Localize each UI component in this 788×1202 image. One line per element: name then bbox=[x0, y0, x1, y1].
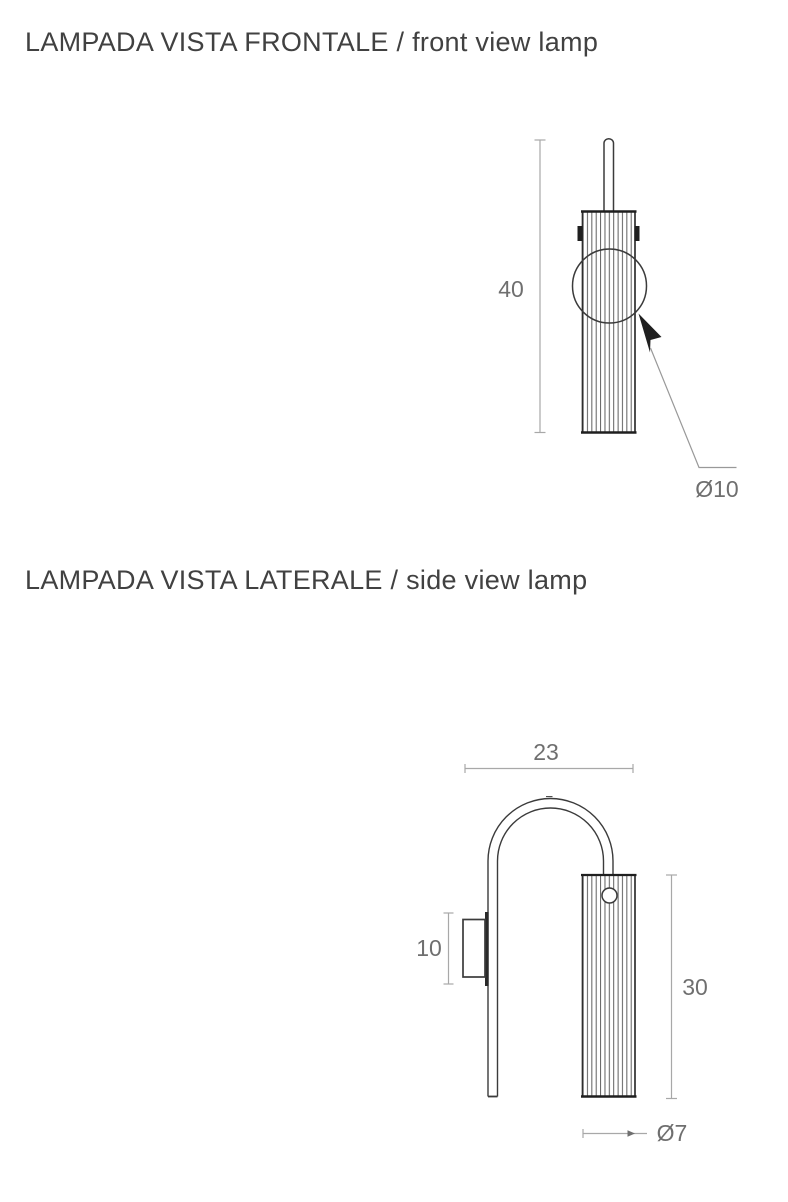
side-view-drawing bbox=[416, 739, 708, 1146]
pivot-tab-left bbox=[578, 226, 583, 241]
side-projection-dimension-label: 23 bbox=[533, 739, 559, 765]
front-height-dimension-label: 40 bbox=[498, 276, 524, 302]
lamp-body-side bbox=[581, 875, 637, 1097]
lamp-body-front bbox=[581, 212, 637, 433]
mount-height-dimension-line bbox=[444, 913, 454, 984]
body-height-dimension-line bbox=[666, 875, 677, 1099]
body-height-dimension-label: 30 bbox=[682, 974, 708, 1000]
side-projection-dimension-line bbox=[465, 764, 633, 773]
side-view-title: LAMPADA VISTA LATERALE / side view lamp bbox=[25, 565, 588, 595]
leader-arrowhead-icon bbox=[639, 314, 662, 353]
sphere-diameter-label: Ø10 bbox=[695, 476, 739, 502]
lamp-stem bbox=[604, 139, 614, 211]
body-diameter-dimension-line bbox=[583, 1129, 647, 1138]
mount-height-dimension-label: 10 bbox=[416, 935, 442, 961]
pivot-tab-right bbox=[635, 226, 640, 241]
sphere-diameter-leader-line bbox=[651, 348, 737, 468]
mount-box bbox=[463, 920, 485, 978]
pivot-joint bbox=[602, 888, 617, 903]
front-view-title: LAMPADA VISTA FRONTALE / front view lamp bbox=[25, 27, 599, 57]
front-height-dimension-line bbox=[535, 140, 546, 433]
front-view-drawing bbox=[498, 139, 739, 502]
body-diameter-dimension-label: Ø7 bbox=[656, 1120, 688, 1146]
